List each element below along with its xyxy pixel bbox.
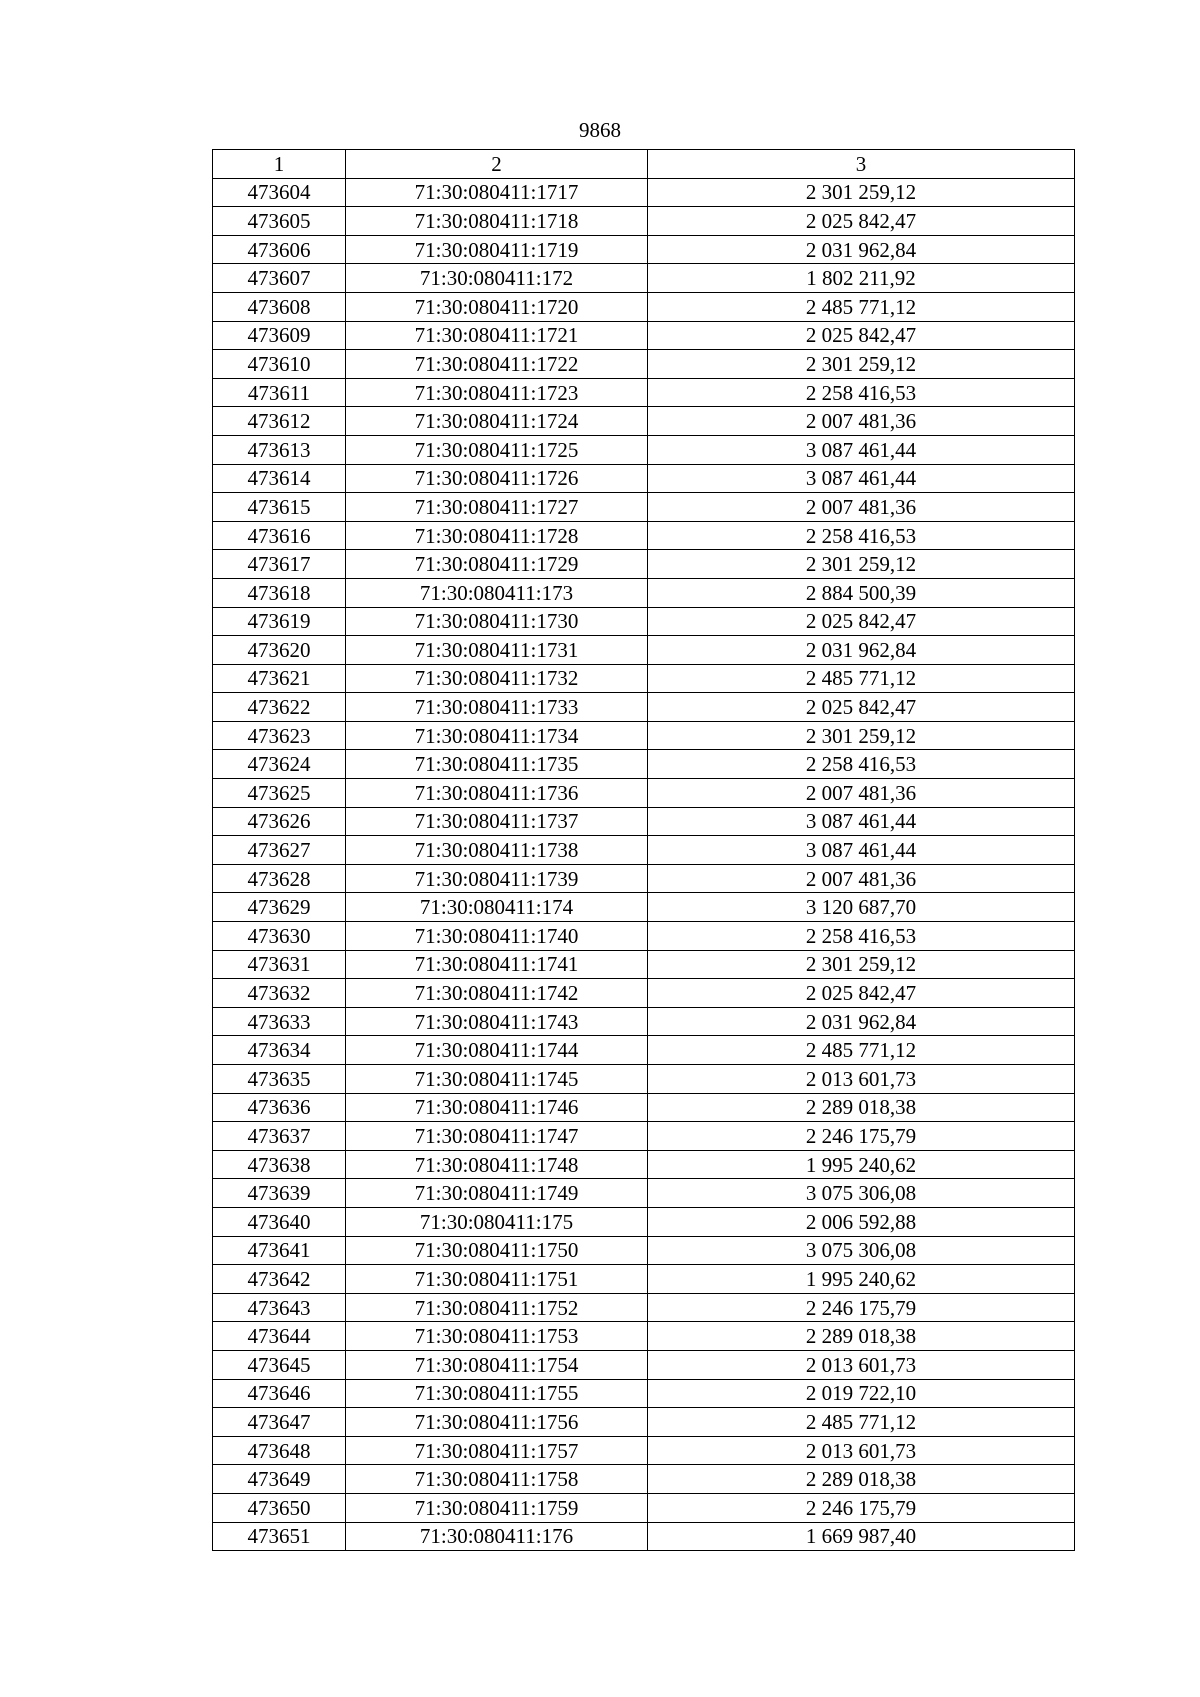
page-number: 9868	[579, 118, 621, 142]
cadastral-number-cell: 71:30:080411:1742	[346, 979, 648, 1008]
value-cell: 2 289 018,38	[648, 1465, 1075, 1494]
cadastral-number-cell: 71:30:080411:175	[346, 1207, 648, 1236]
value-cell: 2 301 259,12	[648, 550, 1075, 579]
table-row	[213, 1322, 1075, 1351]
row-number-cell: 473642	[213, 1265, 346, 1294]
table-row	[213, 1036, 1075, 1065]
row-number-cell: 473644	[213, 1322, 346, 1351]
table-row	[213, 836, 1075, 865]
table-row	[213, 1436, 1075, 1465]
table-row	[213, 950, 1075, 979]
cadastral-number-cell: 71:30:080411:1757	[346, 1436, 648, 1465]
row-number-cell: 473616	[213, 521, 346, 550]
row-number-cell: 473633	[213, 1007, 346, 1036]
column-header-3: 3	[648, 150, 1075, 179]
table-row	[213, 1522, 1075, 1551]
row-number-cell: 473613	[213, 435, 346, 464]
row-number-cell: 473636	[213, 1093, 346, 1122]
row-number-cell: 473637	[213, 1122, 346, 1151]
value-cell: 2 006 592,88	[648, 1207, 1075, 1236]
row-number-cell: 473618	[213, 578, 346, 607]
value-cell: 3 087 461,44	[648, 807, 1075, 836]
row-number-cell: 473609	[213, 321, 346, 350]
cadastral-number-cell: 71:30:080411:1758	[346, 1465, 648, 1494]
cadastral-number-cell: 71:30:080411:1723	[346, 378, 648, 407]
cadastral-number-cell: 71:30:080411:1724	[346, 407, 648, 436]
value-cell: 3 087 461,44	[648, 836, 1075, 865]
row-number-cell: 473643	[213, 1293, 346, 1322]
value-cell: 1 995 240,62	[648, 1150, 1075, 1179]
row-number-cell: 473627	[213, 836, 346, 865]
cadastral-number-cell: 71:30:080411:1721	[346, 321, 648, 350]
table-row	[213, 178, 1075, 207]
value-cell: 2 246 175,79	[648, 1493, 1075, 1522]
cadastral-number-cell: 71:30:080411:1745	[346, 1065, 648, 1094]
table-row	[213, 321, 1075, 350]
table-row	[213, 807, 1075, 836]
row-number-cell: 473621	[213, 664, 346, 693]
row-number-cell: 473619	[213, 607, 346, 636]
cadastral-number-cell: 71:30:080411:1737	[346, 807, 648, 836]
table-row	[213, 493, 1075, 522]
value-cell: 2 013 601,73	[648, 1065, 1075, 1094]
cadastral-number-cell: 71:30:080411:1720	[346, 292, 648, 321]
value-cell: 2 289 018,38	[648, 1322, 1075, 1351]
table-row	[213, 207, 1075, 236]
row-number-cell: 473606	[213, 235, 346, 264]
cadastral-number-cell: 71:30:080411:1735	[346, 750, 648, 779]
row-number-cell: 473628	[213, 864, 346, 893]
row-number-cell: 473632	[213, 979, 346, 1008]
table-row	[213, 1150, 1075, 1179]
value-cell: 2 025 842,47	[648, 607, 1075, 636]
table-row	[213, 1007, 1075, 1036]
value-cell: 3 087 461,44	[648, 464, 1075, 493]
cadastral-number-cell: 71:30:080411:1725	[346, 435, 648, 464]
value-cell: 2 485 771,12	[648, 1408, 1075, 1437]
table-row	[213, 1179, 1075, 1208]
row-number-cell: 473629	[213, 893, 346, 922]
value-cell: 2 258 416,53	[648, 378, 1075, 407]
value-cell: 2 007 481,36	[648, 864, 1075, 893]
table-row	[213, 1093, 1075, 1122]
row-number-cell: 473614	[213, 464, 346, 493]
row-number-cell: 473646	[213, 1379, 346, 1408]
row-number-cell: 473647	[213, 1408, 346, 1437]
value-cell: 2 301 259,12	[648, 178, 1075, 207]
value-cell: 2 258 416,53	[648, 750, 1075, 779]
table-row	[213, 1065, 1075, 1094]
row-number-cell: 473630	[213, 922, 346, 951]
row-number-cell: 473617	[213, 550, 346, 579]
cadastral-number-cell: 71:30:080411:1718	[346, 207, 648, 236]
cadastral-number-cell: 71:30:080411:174	[346, 893, 648, 922]
cadastral-number-cell: 71:30:080411:173	[346, 578, 648, 607]
value-cell: 2 031 962,84	[648, 1007, 1075, 1036]
table-row	[213, 664, 1075, 693]
table-row	[213, 1350, 1075, 1379]
value-cell: 1 802 211,92	[648, 264, 1075, 293]
table-row	[213, 893, 1075, 922]
cadastral-number-cell: 71:30:080411:1752	[346, 1293, 648, 1322]
row-number-cell: 473639	[213, 1179, 346, 1208]
row-number-cell: 473622	[213, 693, 346, 722]
row-number-cell: 473641	[213, 1236, 346, 1265]
value-cell: 2 031 962,84	[648, 235, 1075, 264]
value-cell: 2 301 259,12	[648, 721, 1075, 750]
table-row	[213, 779, 1075, 808]
cadastral-number-cell: 71:30:080411:1744	[346, 1036, 648, 1065]
value-cell: 3 075 306,08	[648, 1179, 1075, 1208]
row-number-cell: 473612	[213, 407, 346, 436]
cadastral-number-cell: 71:30:080411:1717	[346, 178, 648, 207]
table-row	[213, 750, 1075, 779]
table-row	[213, 979, 1075, 1008]
row-number-cell: 473608	[213, 292, 346, 321]
value-cell: 2 289 018,38	[648, 1093, 1075, 1122]
cadastral-number-cell: 71:30:080411:1756	[346, 1408, 648, 1437]
table-row	[213, 1265, 1075, 1294]
row-number-cell: 473635	[213, 1065, 346, 1094]
value-cell: 2 246 175,79	[648, 1122, 1075, 1151]
table-row	[213, 1293, 1075, 1322]
cadastral-number-cell: 71:30:080411:1734	[346, 721, 648, 750]
row-number-cell: 473605	[213, 207, 346, 236]
cadastral-number-cell: 71:30:080411:1755	[346, 1379, 648, 1408]
row-number-cell: 473607	[213, 264, 346, 293]
row-number-cell: 473604	[213, 178, 346, 207]
table-row	[213, 521, 1075, 550]
cadastral-number-cell: 71:30:080411:1736	[346, 779, 648, 808]
row-number-cell: 473648	[213, 1436, 346, 1465]
value-cell: 3 087 461,44	[648, 435, 1075, 464]
cadastral-number-cell: 71:30:080411:1753	[346, 1322, 648, 1351]
cadastral-number-cell: 71:30:080411:172	[346, 264, 648, 293]
cadastral-number-cell: 71:30:080411:1754	[346, 1350, 648, 1379]
value-cell: 2 025 842,47	[648, 321, 1075, 350]
value-cell: 2 258 416,53	[648, 922, 1075, 951]
cadastral-number-cell: 71:30:080411:1732	[346, 664, 648, 693]
row-number-cell: 473651	[213, 1522, 346, 1551]
value-cell: 2 884 500,39	[648, 578, 1075, 607]
value-cell: 1 995 240,62	[648, 1265, 1075, 1294]
data-table	[212, 149, 1075, 1551]
value-cell: 2 007 481,36	[648, 407, 1075, 436]
row-number-cell: 473631	[213, 950, 346, 979]
value-cell: 2 258 416,53	[648, 521, 1075, 550]
table-row	[213, 1408, 1075, 1437]
cadastral-number-cell: 71:30:080411:1743	[346, 1007, 648, 1036]
cadastral-number-cell: 71:30:080411:1740	[346, 922, 648, 951]
row-number-cell: 473625	[213, 779, 346, 808]
value-cell: 2 485 771,12	[648, 292, 1075, 321]
table-row	[213, 1207, 1075, 1236]
row-number-cell: 473615	[213, 493, 346, 522]
table-body	[213, 178, 1075, 1551]
row-number-cell: 473645	[213, 1350, 346, 1379]
row-number-cell: 473638	[213, 1150, 346, 1179]
table-row	[213, 464, 1075, 493]
table-header-row	[213, 150, 1075, 179]
table-row	[213, 1122, 1075, 1151]
value-cell: 2 301 259,12	[648, 950, 1075, 979]
value-cell: 3 120 687,70	[648, 893, 1075, 922]
table-header	[213, 150, 1075, 179]
value-cell: 2 246 175,79	[648, 1293, 1075, 1322]
value-cell: 2 013 601,73	[648, 1436, 1075, 1465]
table-row	[213, 1379, 1075, 1408]
row-number-cell: 473623	[213, 721, 346, 750]
row-number-cell: 473620	[213, 636, 346, 665]
table-row	[213, 407, 1075, 436]
cadastral-number-cell: 71:30:080411:1751	[346, 1265, 648, 1294]
value-cell: 3 075 306,08	[648, 1236, 1075, 1265]
row-number-cell: 473626	[213, 807, 346, 836]
cadastral-number-cell: 71:30:080411:1759	[346, 1493, 648, 1522]
cadastral-number-cell: 71:30:080411:1719	[346, 235, 648, 264]
column-header-2: 2	[346, 150, 648, 179]
table-row	[213, 1493, 1075, 1522]
cadastral-number-cell: 71:30:080411:1748	[346, 1150, 648, 1179]
value-cell: 2 485 771,12	[648, 1036, 1075, 1065]
cadastral-number-cell: 71:30:080411:1746	[346, 1093, 648, 1122]
column-header-1: 1	[213, 150, 346, 179]
cadastral-number-cell: 71:30:080411:176	[346, 1522, 648, 1551]
cadastral-number-cell: 71:30:080411:1722	[346, 350, 648, 379]
value-cell: 2 007 481,36	[648, 493, 1075, 522]
row-number-cell: 473611	[213, 378, 346, 407]
value-cell: 2 013 601,73	[648, 1350, 1075, 1379]
row-number-cell: 473624	[213, 750, 346, 779]
cadastral-number-cell: 71:30:080411:1738	[346, 836, 648, 865]
cadastral-number-cell: 71:30:080411:1727	[346, 493, 648, 522]
value-cell: 2 025 842,47	[648, 207, 1075, 236]
table-row	[213, 922, 1075, 951]
table-row	[213, 378, 1075, 407]
cadastral-number-cell: 71:30:080411:1733	[346, 693, 648, 722]
cadastral-number-cell: 71:30:080411:1730	[346, 607, 648, 636]
table-row	[213, 292, 1075, 321]
cadastral-number-cell: 71:30:080411:1750	[346, 1236, 648, 1265]
table-row	[213, 235, 1075, 264]
table-row	[213, 550, 1075, 579]
value-cell: 2 485 771,12	[648, 664, 1075, 693]
cadastral-number-cell: 71:30:080411:1728	[346, 521, 648, 550]
cadastral-number-cell: 71:30:080411:1747	[346, 1122, 648, 1151]
value-cell: 2 025 842,47	[648, 979, 1075, 1008]
value-cell: 2 019 722,10	[648, 1379, 1075, 1408]
cadastral-number-cell: 71:30:080411:1726	[346, 464, 648, 493]
cadastral-number-cell: 71:30:080411:1739	[346, 864, 648, 893]
table-row	[213, 636, 1075, 665]
table-row	[213, 435, 1075, 464]
table-row	[213, 1465, 1075, 1494]
row-number-cell: 473650	[213, 1493, 346, 1522]
cadastral-number-cell: 71:30:080411:1741	[346, 950, 648, 979]
table-row	[213, 607, 1075, 636]
row-number-cell: 473634	[213, 1036, 346, 1065]
cadastral-number-cell: 71:30:080411:1731	[346, 636, 648, 665]
row-number-cell: 473649	[213, 1465, 346, 1494]
cadastral-number-cell: 71:30:080411:1729	[346, 550, 648, 579]
table-row	[213, 264, 1075, 293]
table-row	[213, 721, 1075, 750]
table-row	[213, 578, 1075, 607]
table-row	[213, 1236, 1075, 1265]
table-row	[213, 350, 1075, 379]
table-row	[213, 864, 1075, 893]
row-number-cell: 473640	[213, 1207, 346, 1236]
value-cell: 2 025 842,47	[648, 693, 1075, 722]
cadastral-number-cell: 71:30:080411:1749	[346, 1179, 648, 1208]
value-cell: 2 301 259,12	[648, 350, 1075, 379]
row-number-cell: 473610	[213, 350, 346, 379]
value-cell: 2 007 481,36	[648, 779, 1075, 808]
value-cell: 2 031 962,84	[648, 636, 1075, 665]
value-cell: 1 669 987,40	[648, 1522, 1075, 1551]
table-row	[213, 693, 1075, 722]
